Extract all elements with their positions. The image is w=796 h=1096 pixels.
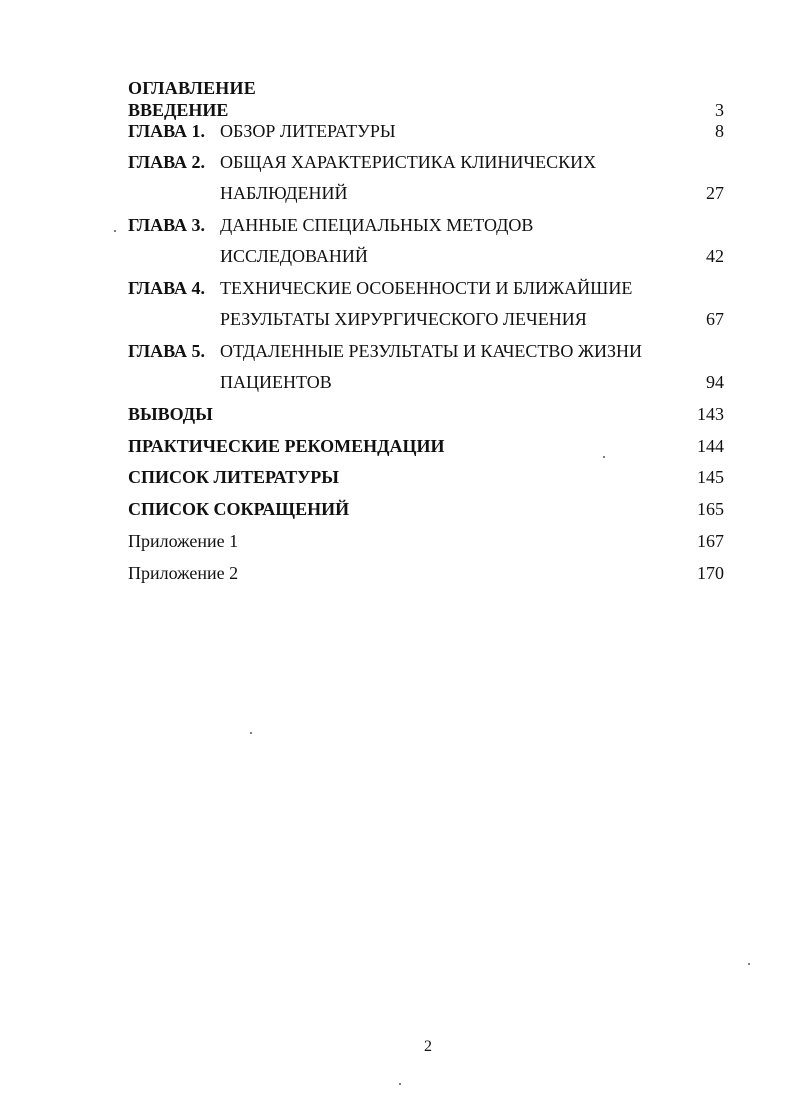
chapter-title-continued: ПАЦИЕНТОВ	[220, 372, 332, 392]
chapter-title: ДАННЫЕ СПЕЦИАЛЬНЫХ МЕТОДОВ	[220, 215, 534, 235]
toc-entry-page: 170	[697, 563, 724, 583]
scan-speck	[748, 963, 750, 965]
toc-entry-label: ВВЕДЕНИЕ	[128, 100, 229, 120]
toc-entry-label: СПИСОК ЛИТЕРАТУРЫ	[128, 467, 339, 487]
chapter-title-continued: РЕЗУЛЬТАТЫ ХИРУРГИЧЕСКОГО ЛЕЧЕНИЯ	[220, 309, 587, 329]
chapter-title: ОБЩАЯ ХАРАКТЕРИСТИКА КЛИНИЧЕСКИХ	[220, 152, 597, 172]
chapter-title: ТЕХНИЧЕСКИЕ ОСОБЕННОСТИ И БЛИЖАЙШИЕ	[220, 278, 633, 298]
scan-speck	[114, 230, 116, 232]
scan-speck	[603, 456, 605, 458]
chapter-number: ГЛАВА 1.	[128, 121, 206, 141]
toc-entry-page: 27	[706, 183, 724, 203]
toc-entry-page: 144	[697, 436, 724, 456]
page-number: 2	[424, 1038, 432, 1055]
toc-entry-page: 143	[697, 404, 724, 424]
toc-entry-label: ВЫВОДЫ	[128, 404, 213, 424]
toc-entry-page: 67	[706, 309, 724, 329]
toc-entry-page: 8	[715, 121, 724, 141]
chapter-number: ГЛАВА 4.	[128, 278, 206, 298]
toc-title: ОГЛАВЛЕНИЕ	[128, 78, 256, 98]
chapter-title-continued: НАБЛЮДЕНИЙ	[220, 183, 348, 203]
toc-entry-chapter-2-cont	[128, 181, 724, 205]
toc-entry-chapter-4	[128, 276, 724, 300]
toc-entry-chapter-5	[128, 339, 724, 363]
toc-entry-chapter-4-cont	[128, 307, 724, 331]
toc-entry-label: Приложение 2	[128, 563, 239, 583]
toc-entry-chapter-2	[128, 150, 724, 174]
toc-entry-conclusions	[128, 402, 724, 426]
toc-entry-appendix-1	[128, 529, 724, 553]
chapter-title: ОТДАЛЕННЫЕ РЕЗУЛЬТАТЫ И КАЧЕСТВО ЖИЗНИ	[220, 341, 643, 361]
toc-entry-chapter-1	[128, 119, 724, 143]
toc-entry-references	[128, 465, 724, 489]
chapter-number: ГЛАВА 2.	[128, 152, 206, 172]
toc-entry-chapter-5-cont	[128, 370, 724, 394]
toc-entry-abbreviations	[128, 497, 724, 521]
toc-entry-page: 42	[706, 246, 724, 266]
toc-entry-page: 3	[715, 100, 724, 120]
chapter-title: ОБЗОР ЛИТЕРАТУРЫ	[220, 121, 396, 141]
toc-entry-label: ПРАКТИЧЕСКИЕ РЕКОМЕНДАЦИИ	[128, 436, 445, 456]
toc-entry-chapter-3-cont	[128, 244, 724, 268]
chapter-title-continued: ИССЛЕДОВАНИЙ	[220, 246, 368, 266]
scan-speck	[250, 732, 252, 734]
chapter-number: ГЛАВА 5.	[128, 341, 206, 361]
toc-entry-page: 165	[697, 499, 724, 519]
toc-entry-page: 94	[706, 372, 724, 392]
toc-entry-chapter-3	[128, 213, 724, 237]
scan-speck	[399, 1083, 401, 1085]
toc-entry-page: 167	[697, 531, 724, 551]
chapter-number: ГЛАВА 3.	[128, 215, 206, 235]
toc-entry-label: Приложение 1	[128, 531, 239, 551]
toc-entry-label: СПИСОК СОКРАЩЕНИЙ	[128, 499, 350, 519]
toc-entry-page: 145	[697, 467, 724, 487]
toc-entry-appendix-2	[128, 561, 724, 585]
toc-entry-recommendations	[128, 434, 724, 458]
